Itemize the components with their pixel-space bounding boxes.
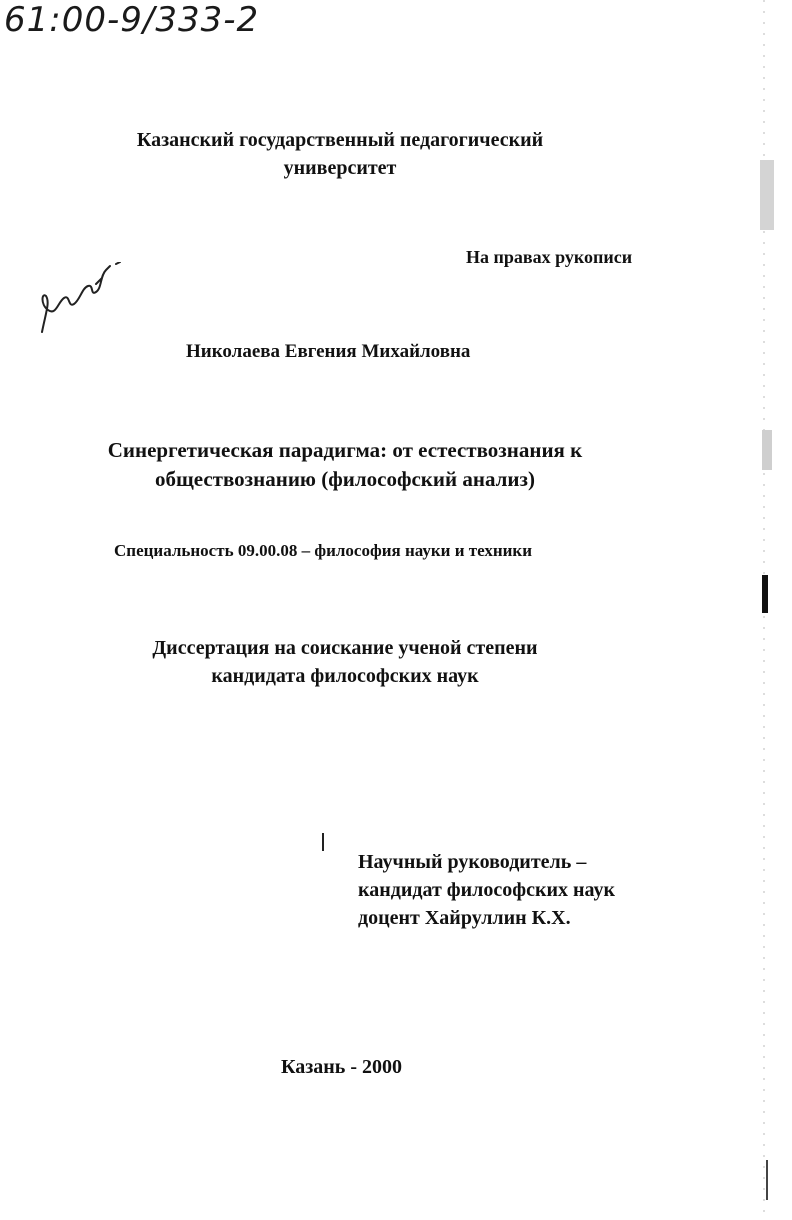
handwritten-signature — [36, 262, 126, 342]
thesis-title — [70, 436, 620, 494]
author-name: Николаева Евгения Михайловна — [186, 341, 471, 362]
institution-name — [100, 126, 580, 182]
thesis-title-line-1: Синергетическая парадигма: от естествознания к — [107, 438, 583, 462]
thesis-title-line-2: обществознанию (философский анализ) — [155, 467, 535, 491]
scan-edge-noise — [752, 0, 792, 1220]
archive-number: 61:00-9/333-2 — [4, 0, 260, 40]
institution-line-2: университет — [283, 157, 397, 179]
institution-line-1: Казанский государственный педагогический — [136, 129, 544, 151]
manuscript-status: На правах рукописи — [466, 247, 633, 267]
degree-line-1: Диссертация на соискание ученой степени — [152, 637, 538, 659]
city-year: Казань - 2000 — [281, 1056, 403, 1078]
specialty: Специальность 09.00.08 – философия науки и техники — [114, 541, 533, 560]
supervisor-line-3: доцент Хайруллин К.Х. — [358, 907, 571, 929]
supervisor-line-1: Научный руководитель – — [358, 851, 587, 873]
scan-mark — [322, 833, 324, 851]
supervisor-line-2: кандидат философских наук — [358, 879, 616, 901]
supervisor-block — [358, 848, 615, 932]
degree-line-2: кандидата философских наук — [211, 665, 479, 687]
degree-statement — [110, 634, 580, 690]
